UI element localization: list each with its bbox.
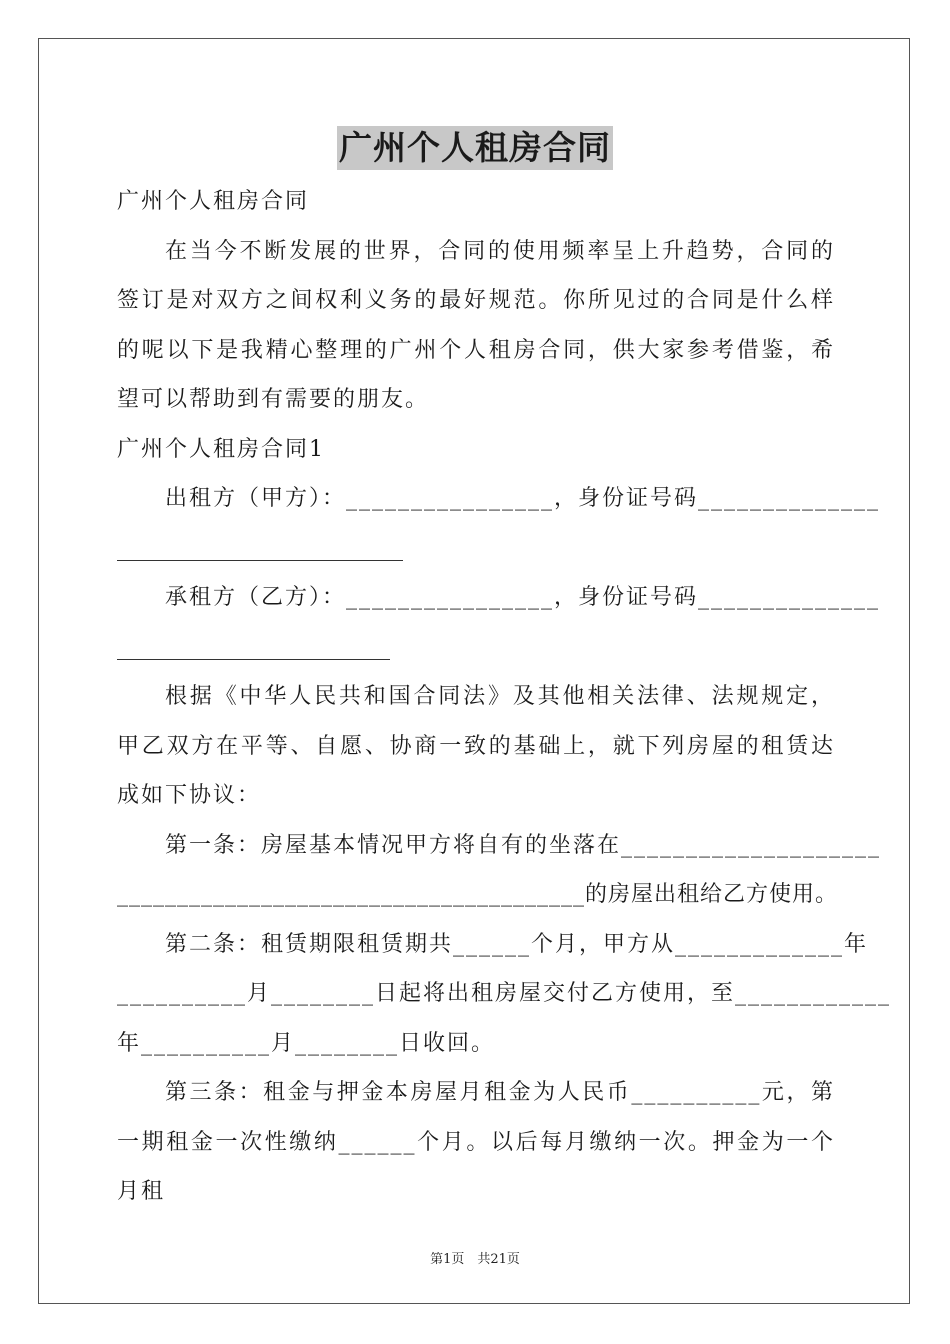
party-a-line: 出租方（甲方）：________________，身份证号码______________ [165,486,881,511]
title-container [0,126,950,170]
article-1-line-1: 第一条：房屋基本情况甲方将自有的坐落在____________________ [165,832,882,858]
article-2-line-3: 年__________月________日收回。 [117,1030,496,1056]
section-heading: 广州个人租房合同1 [117,436,325,462]
party-b-line: 承租方（乙方）：________________，身份证号码______________ [165,585,881,610]
page-number-footer: 第1页 共21页 [430,1252,520,1267]
article-2-line-1: 第二条：租赁期限租赁期共______个月，甲方从_____________年 [165,931,869,957]
preamble-paragraph: 根据《中华人民共和国合同法》及其他相关法律、法规规定，甲乙双方在平等、自愿、协商一致的基础上，就下列房屋的租赁达成如下协议： [117,684,835,808]
document-subtitle: 广州个人租房合同 [117,189,310,214]
party-b-id-blank [117,623,835,673]
article-1-line-2: _______________________________________的房屋出租给乙方使用。 [117,882,839,907]
article-3-paragraph: 第三条：租金与押金本房屋月租金为人民币__________元，第一期租金一次性缴纳______个月。以后每月缴纳一次。押金为一个月租 [117,1080,835,1204]
party-a-id-blank [117,524,835,574]
document-body [117,177,892,1204]
intro-paragraph: 在当今不断发展的世界，合同的使用频率呈上升趋势，合同的签订是对双方之间权利义务的最好规范。你所见过的合同是什么样的呢以下是我精心整理的广州个人租房合同，供大家参考借鉴，希望可以帮助到有需要的朋友。 [117,238,835,412]
document-title: 广州个人租房合同 [337,126,613,170]
article-2-line-2: __________月________日起将出租房屋交付乙方使用，至____________ [117,981,892,1006]
party-a-id-underline [117,560,403,561]
party-b-id-underline [117,659,390,660]
